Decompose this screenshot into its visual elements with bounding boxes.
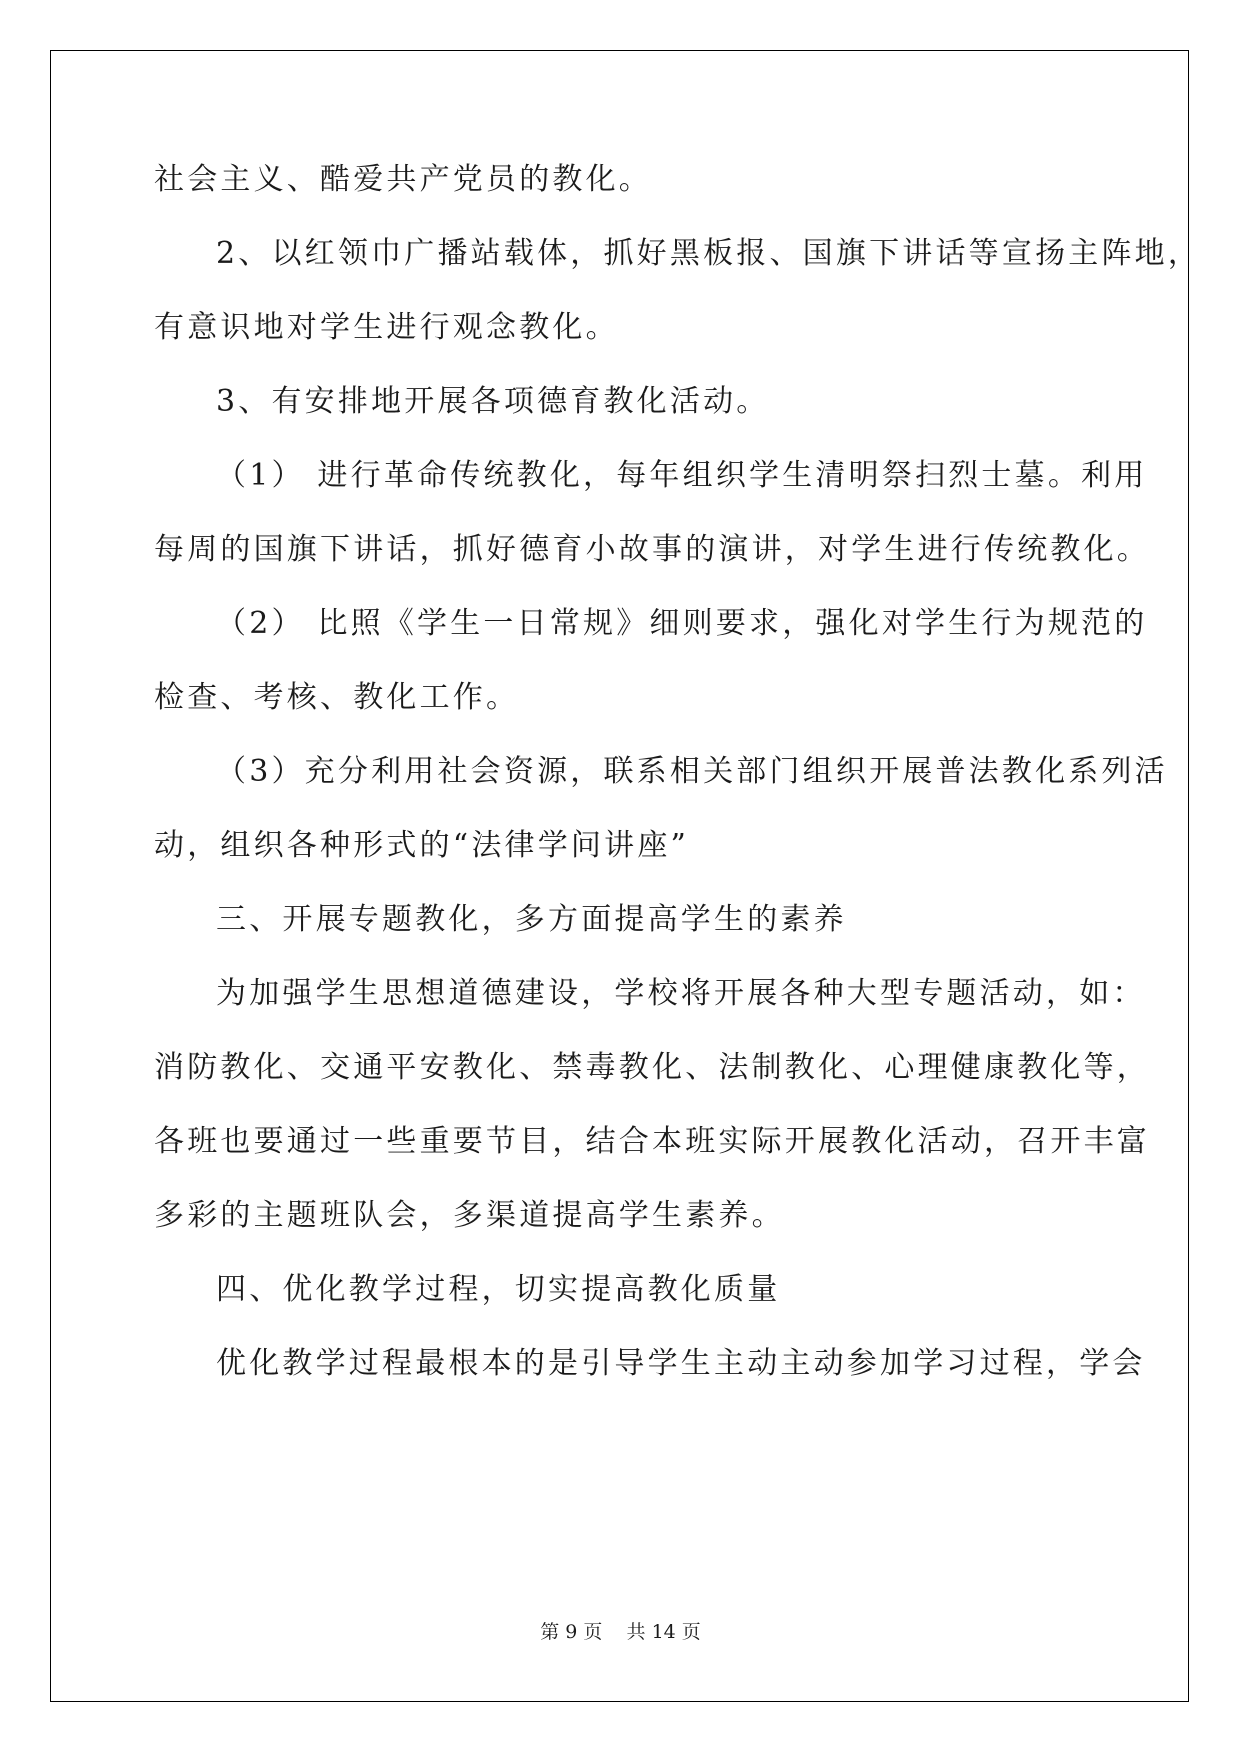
text-line: 各班也要通过一些重要节目，结合本班实际开展教化活动，召开丰富 <box>154 1124 1150 1159</box>
text-line: 3、有安排地开展各项德育教化活动。 <box>216 384 770 419</box>
section-heading: 三、开展专题教化，多方面提高学生的素养 <box>216 902 847 937</box>
text-line: 2、以红领巾广播站载体，抓好黑板报、国旗下讲话等宣扬主阵地， <box>216 236 1202 271</box>
text-line: 消防教化、交通平安教化、禁毒教化、法制教化、心理健康教化等， <box>154 1050 1150 1085</box>
text-line: （1） 进行革命传统教化，每年组织学生清明祭扫烈士墓。利用 <box>216 458 1148 493</box>
text-line: 多彩的主题班队会，多渠道提高学生素养。 <box>154 1198 785 1233</box>
text-line: 检查、考核、教化工作。 <box>154 680 520 715</box>
text-line: 社会主义、酷爱共产党员的教化。 <box>154 162 652 197</box>
text-line: （3）充分利用社会资源，联系相关部门组织开展普法教化系列活 <box>216 754 1168 789</box>
text-line: 动，组织各种形式的“法律学问讲座” <box>154 828 690 863</box>
text-line: 为加强学生思想道德建设，学校将开展各种大型专题活动，如： <box>216 976 1146 1011</box>
text-line: （2） 比照《学生一日常规》细则要求，强化对学生行为规范的 <box>216 606 1148 641</box>
text-line: 有意识地对学生进行观念教化。 <box>154 310 619 345</box>
text-line: 优化教学过程最根本的是引导学生主动主动参加学习过程，学会 <box>216 1346 1146 1381</box>
page-border <box>50 50 1189 1702</box>
text-line: 每周的国旗下讲话，抓好德育小故事的演讲，对学生进行传统教化。 <box>154 532 1150 567</box>
page-number-footer: 第 9 页 共 14 页 <box>540 1621 701 1643</box>
section-heading: 四、优化教学过程，切实提高教化质量 <box>216 1272 781 1307</box>
